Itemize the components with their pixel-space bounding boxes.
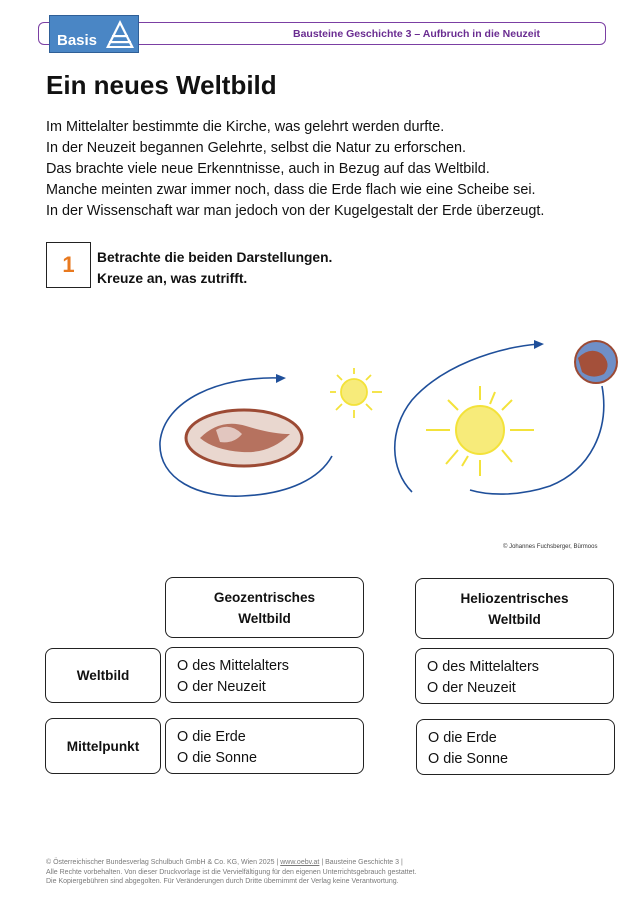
option-erde[interactable]: O die Erde: [428, 730, 497, 746]
column-header-line: Heliozentrisches: [460, 590, 569, 606]
footer-copyright: © Österreichischer Bundesverlag Schulbuch GmbH & Co. KG, Wien 2025 |: [46, 859, 281, 866]
answer-box-geo-mittelpunkt[interactable]: [165, 718, 364, 774]
earth-icon: [575, 341, 617, 383]
publisher-link[interactable]: www.oebv.at: [280, 859, 320, 866]
geocentric-drawing: [160, 368, 382, 496]
basis-label: Basis: [57, 32, 98, 49]
series-title: Bausteine Geschichte 3 – Aufbruch in die Neuzeit: [292, 28, 540, 40]
worldview-illustration: [150, 330, 630, 530]
answer-box-helio-weltbild[interactable]: [415, 648, 614, 704]
option-sonne[interactable]: O die Sonne: [428, 751, 509, 767]
answer-box-helio-mittelpunkt[interactable]: [416, 719, 615, 775]
page-title: Ein neues Weltbild: [46, 70, 277, 100]
column-header-line: Geozentrisches: [213, 589, 316, 605]
task-instructions: [97, 247, 332, 289]
footer-line: Alle Rechte vorbehalten. Von dieser Druckvorlage ist die Vervielfältigung für den eigenen Unterrichtsgebrauch gestattet.: [46, 868, 417, 876]
option-sonne[interactable]: O die Sonne: [177, 750, 258, 766]
task-line: Kreuze an, was zutrifft.: [97, 271, 248, 286]
footer-series: | Bausteine Geschichte 3 |: [319, 859, 403, 866]
intro-line: In der Neuzeit begannen Gelehrte, selbst die Natur zu erforschen.: [46, 140, 466, 156]
task-line: Betrachte die beiden Darstellungen.: [97, 250, 333, 265]
intro-line: Im Mittelalter bestimmte die Kirche, was gelehrt werden durfte.: [46, 119, 445, 135]
option-neuzeit[interactable]: O der Neuzeit: [427, 680, 516, 696]
intro-line: Manche meinten zwar immer noch, dass die Erde flach wie eine Scheibe sei.: [46, 182, 536, 198]
footer: [46, 858, 416, 887]
column-header-line: Weltbild: [238, 610, 291, 626]
answer-box-geo-weltbild[interactable]: [165, 647, 364, 703]
option-mittelalter[interactable]: O des Mittelalters: [177, 658, 289, 674]
option-neuzeit[interactable]: O der Neuzeit: [177, 679, 266, 695]
row-header-weltbild: Weltbild: [45, 648, 161, 703]
footer-line: Die Kopiergebühren sind abgegolten. Für Veränderungen durch Dritte übernimmt der Verlag keine Verantwortung.: [46, 878, 399, 885]
option-mittelalter[interactable]: O des Mittelalters: [427, 659, 539, 675]
triangle-levels-icon: [104, 18, 136, 50]
sun-icon: [330, 368, 382, 418]
column-header-line: Weltbild: [488, 611, 541, 627]
column-header-heliocentric: [415, 578, 614, 639]
task-number: 1: [46, 242, 91, 288]
sun-icon: [426, 386, 534, 476]
intro-line: Das brachte viele neue Erkenntnisse, auch in Bezug auf das Weltbild.: [46, 161, 490, 177]
row-header-mittelpunkt: Mittelpunkt: [45, 718, 161, 774]
heliocentric-drawing: [395, 340, 617, 494]
footer-line: [46, 858, 416, 868]
intro-text: [46, 117, 606, 222]
image-credit: © Johannes Fuchsberger, Bürmoos: [503, 544, 598, 550]
intro-line: In der Wissenschaft war man jedoch von der Kugelgestalt der Erde überzeugt.: [46, 203, 545, 219]
option-erde[interactable]: O die Erde: [177, 729, 246, 745]
column-header-geocentric: [165, 577, 364, 638]
basis-badge: [49, 15, 139, 53]
